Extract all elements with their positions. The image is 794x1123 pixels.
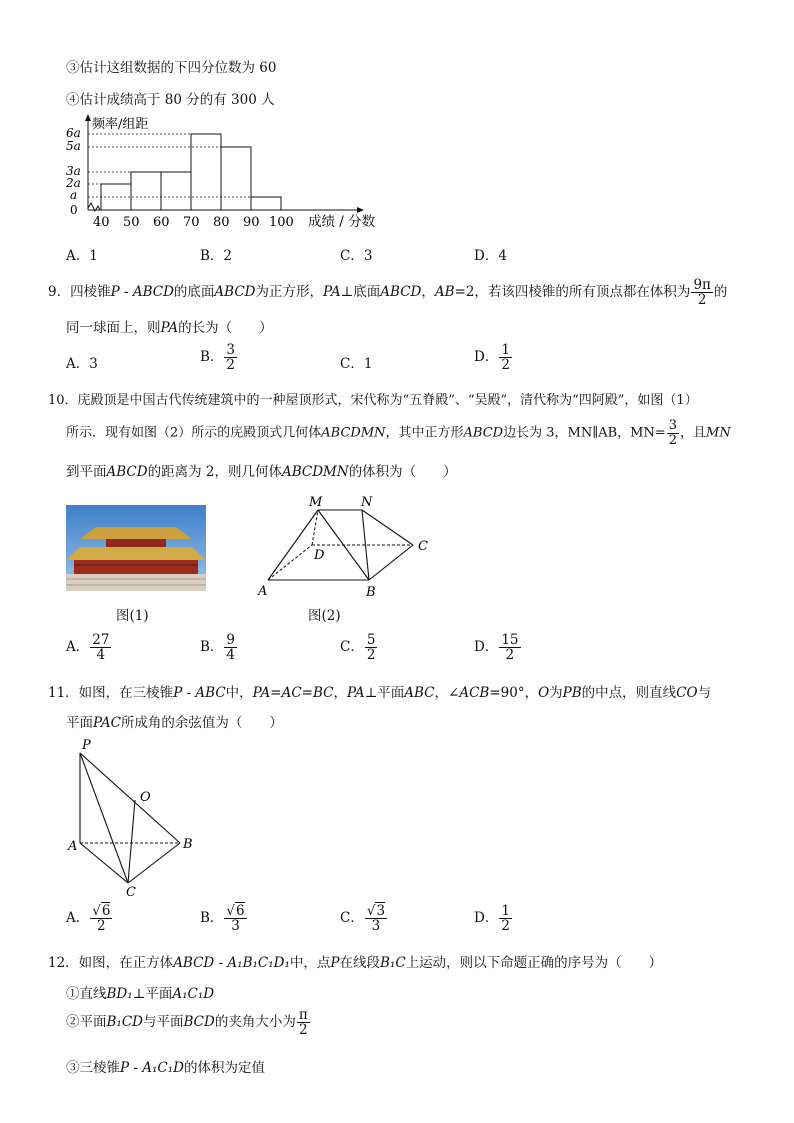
- figure2-caption: 图(2): [308, 608, 341, 624]
- ytick-5a: 5a: [66, 139, 81, 153]
- frequency-histogram: [60, 112, 400, 237]
- q10-option-a[interactable]: A． $\frac{27}{4}$: [66, 632, 110, 664]
- ytick-2a: 2a: [66, 176, 81, 190]
- xtick-100: 100: [269, 215, 294, 230]
- q10-line3: 到平面ABCD的距离为 2，则几何体ABCDMN的体积为（ ）: [66, 464, 457, 480]
- q12-statement-1: ①直线BD₁⊥平面A₁C₁D: [66, 986, 215, 1002]
- label-d: D: [314, 548, 325, 563]
- label-a: A: [68, 839, 78, 854]
- label-c: C: [418, 539, 428, 554]
- label-c: C: [126, 885, 136, 897]
- q12-statement-2: ②平面B₁CD与平面BCD的夹角大小为 $\frac{\pi}{2}$: [66, 1007, 308, 1039]
- figure1-caption: 图(1): [116, 608, 149, 624]
- bar-70-80: [191, 134, 221, 210]
- label-m: M: [309, 495, 323, 510]
- q11-option-c[interactable]: C． $\frac{√3}{3}$: [340, 903, 386, 935]
- hip-roof-solid-figure: [252, 492, 442, 604]
- ytick-a: a: [70, 188, 78, 202]
- xtick-70: 70: [183, 215, 200, 230]
- xtick-50: 50: [123, 215, 140, 230]
- bar-60-70: [161, 172, 191, 210]
- y-axis-arrow: [85, 114, 91, 121]
- label-a: A: [258, 584, 268, 599]
- q11-line2: 平面PAC所成角的余弦值为（ ）: [66, 715, 283, 731]
- histogram-xlabel: 成绩 / 分数: [308, 214, 376, 230]
- tetrahedron-figure: [62, 735, 212, 897]
- q12-line1: 12．如图，在正方体ABCD - A₁B₁C₁D₁中，点P在线段B₁C上运动，则以下命题正确的序号为（ ）: [48, 955, 663, 971]
- q9-option-a[interactable]: A．3: [66, 356, 98, 372]
- label-b: B: [183, 837, 193, 852]
- x-axis-arrow: [357, 207, 364, 213]
- q11-option-a[interactable]: A． $\frac{√6}{2}$: [66, 903, 111, 935]
- q11-line1: 11．如图，在三棱锥P - ABC中，PA=AC=BC，PA⊥平面ABC，∠ACB=90°，O为PB的中点，则直线CO与: [48, 685, 712, 701]
- q12-statement-3: ③三棱锥P - A₁C₁D的体积为定值: [66, 1060, 265, 1076]
- label-o: O: [140, 790, 151, 805]
- label-n: N: [361, 495, 373, 510]
- q9-line1: 9．四棱锥P - ABCD的底面ABCD为正方形，PA⊥底面ABCD，AB=2，若该四棱锥的所有顶点都在体积为 $\frac{9\pi}{2}$ 的: [48, 277, 728, 309]
- q10-option-d[interactable]: D． $\frac{15}{2}$: [474, 632, 519, 664]
- label-p: P: [82, 738, 91, 753]
- q10-line2: 所示．现有如图（2）所示的庑殿顶式几何体ABCDMN，其中正方形ABCD边长为 3，MN∥AB，MN= $\frac{3}{2}$ ，且MN: [66, 418, 731, 448]
- xtick-60: 60: [153, 215, 170, 230]
- sphere-volume-fraction: $\frac{9\pi}{2}$: [693, 277, 711, 309]
- option-c[interactable]: C．3: [340, 248, 373, 264]
- ytick-0: 0: [70, 203, 78, 217]
- mn-length-fraction: $\frac{3}{2}$: [668, 418, 678, 448]
- q10-line1: 10．庑殿顶是中国古代传统建筑中的一种屋顶形式，宋代称为“五脊殿”、“吴殿”，清代称为“四阿殿”，如图（1）: [48, 393, 698, 408]
- histogram-ylabel: 频率/组距: [92, 117, 149, 132]
- q11-option-d[interactable]: D． $\frac{1}{2}$: [474, 903, 510, 935]
- q10-option-b[interactable]: B． $\frac{9}{4}$: [200, 632, 236, 664]
- option-d[interactable]: D．4: [474, 248, 507, 264]
- ytick-3a: 3a: [66, 164, 81, 178]
- q11-option-b[interactable]: B． $\frac{√6}{3}$: [200, 903, 245, 935]
- q9-option-c[interactable]: C．1: [340, 356, 373, 372]
- ytick-6a: 6a: [66, 126, 81, 140]
- bar-90-100: [251, 197, 281, 210]
- xtick-80: 80: [213, 215, 230, 230]
- option-b[interactable]: B．2: [200, 248, 233, 264]
- q9-option-d[interactable]: D． $\frac{1}{2}$: [474, 342, 510, 374]
- statement-3: ③估计这组数据的下四分位数为 60: [66, 60, 277, 76]
- bar-80-90: [221, 147, 251, 210]
- q10-option-c[interactable]: C． $\frac{5}{2}$: [340, 632, 376, 664]
- xtick-90: 90: [243, 215, 260, 230]
- q9-line2: 同一球面上，则PA的长为（ ）: [66, 320, 273, 336]
- statement-4: ④估计成绩高于 80 分的有 300 人: [66, 92, 275, 108]
- q9-option-b[interactable]: B． $\frac{3}{2}$: [200, 342, 236, 374]
- option-a[interactable]: A．1: [66, 248, 98, 264]
- bar-50-60: [131, 172, 161, 210]
- label-b: B: [366, 585, 376, 600]
- xtick-40: 40: [93, 215, 110, 230]
- palace-photo: [66, 505, 206, 591]
